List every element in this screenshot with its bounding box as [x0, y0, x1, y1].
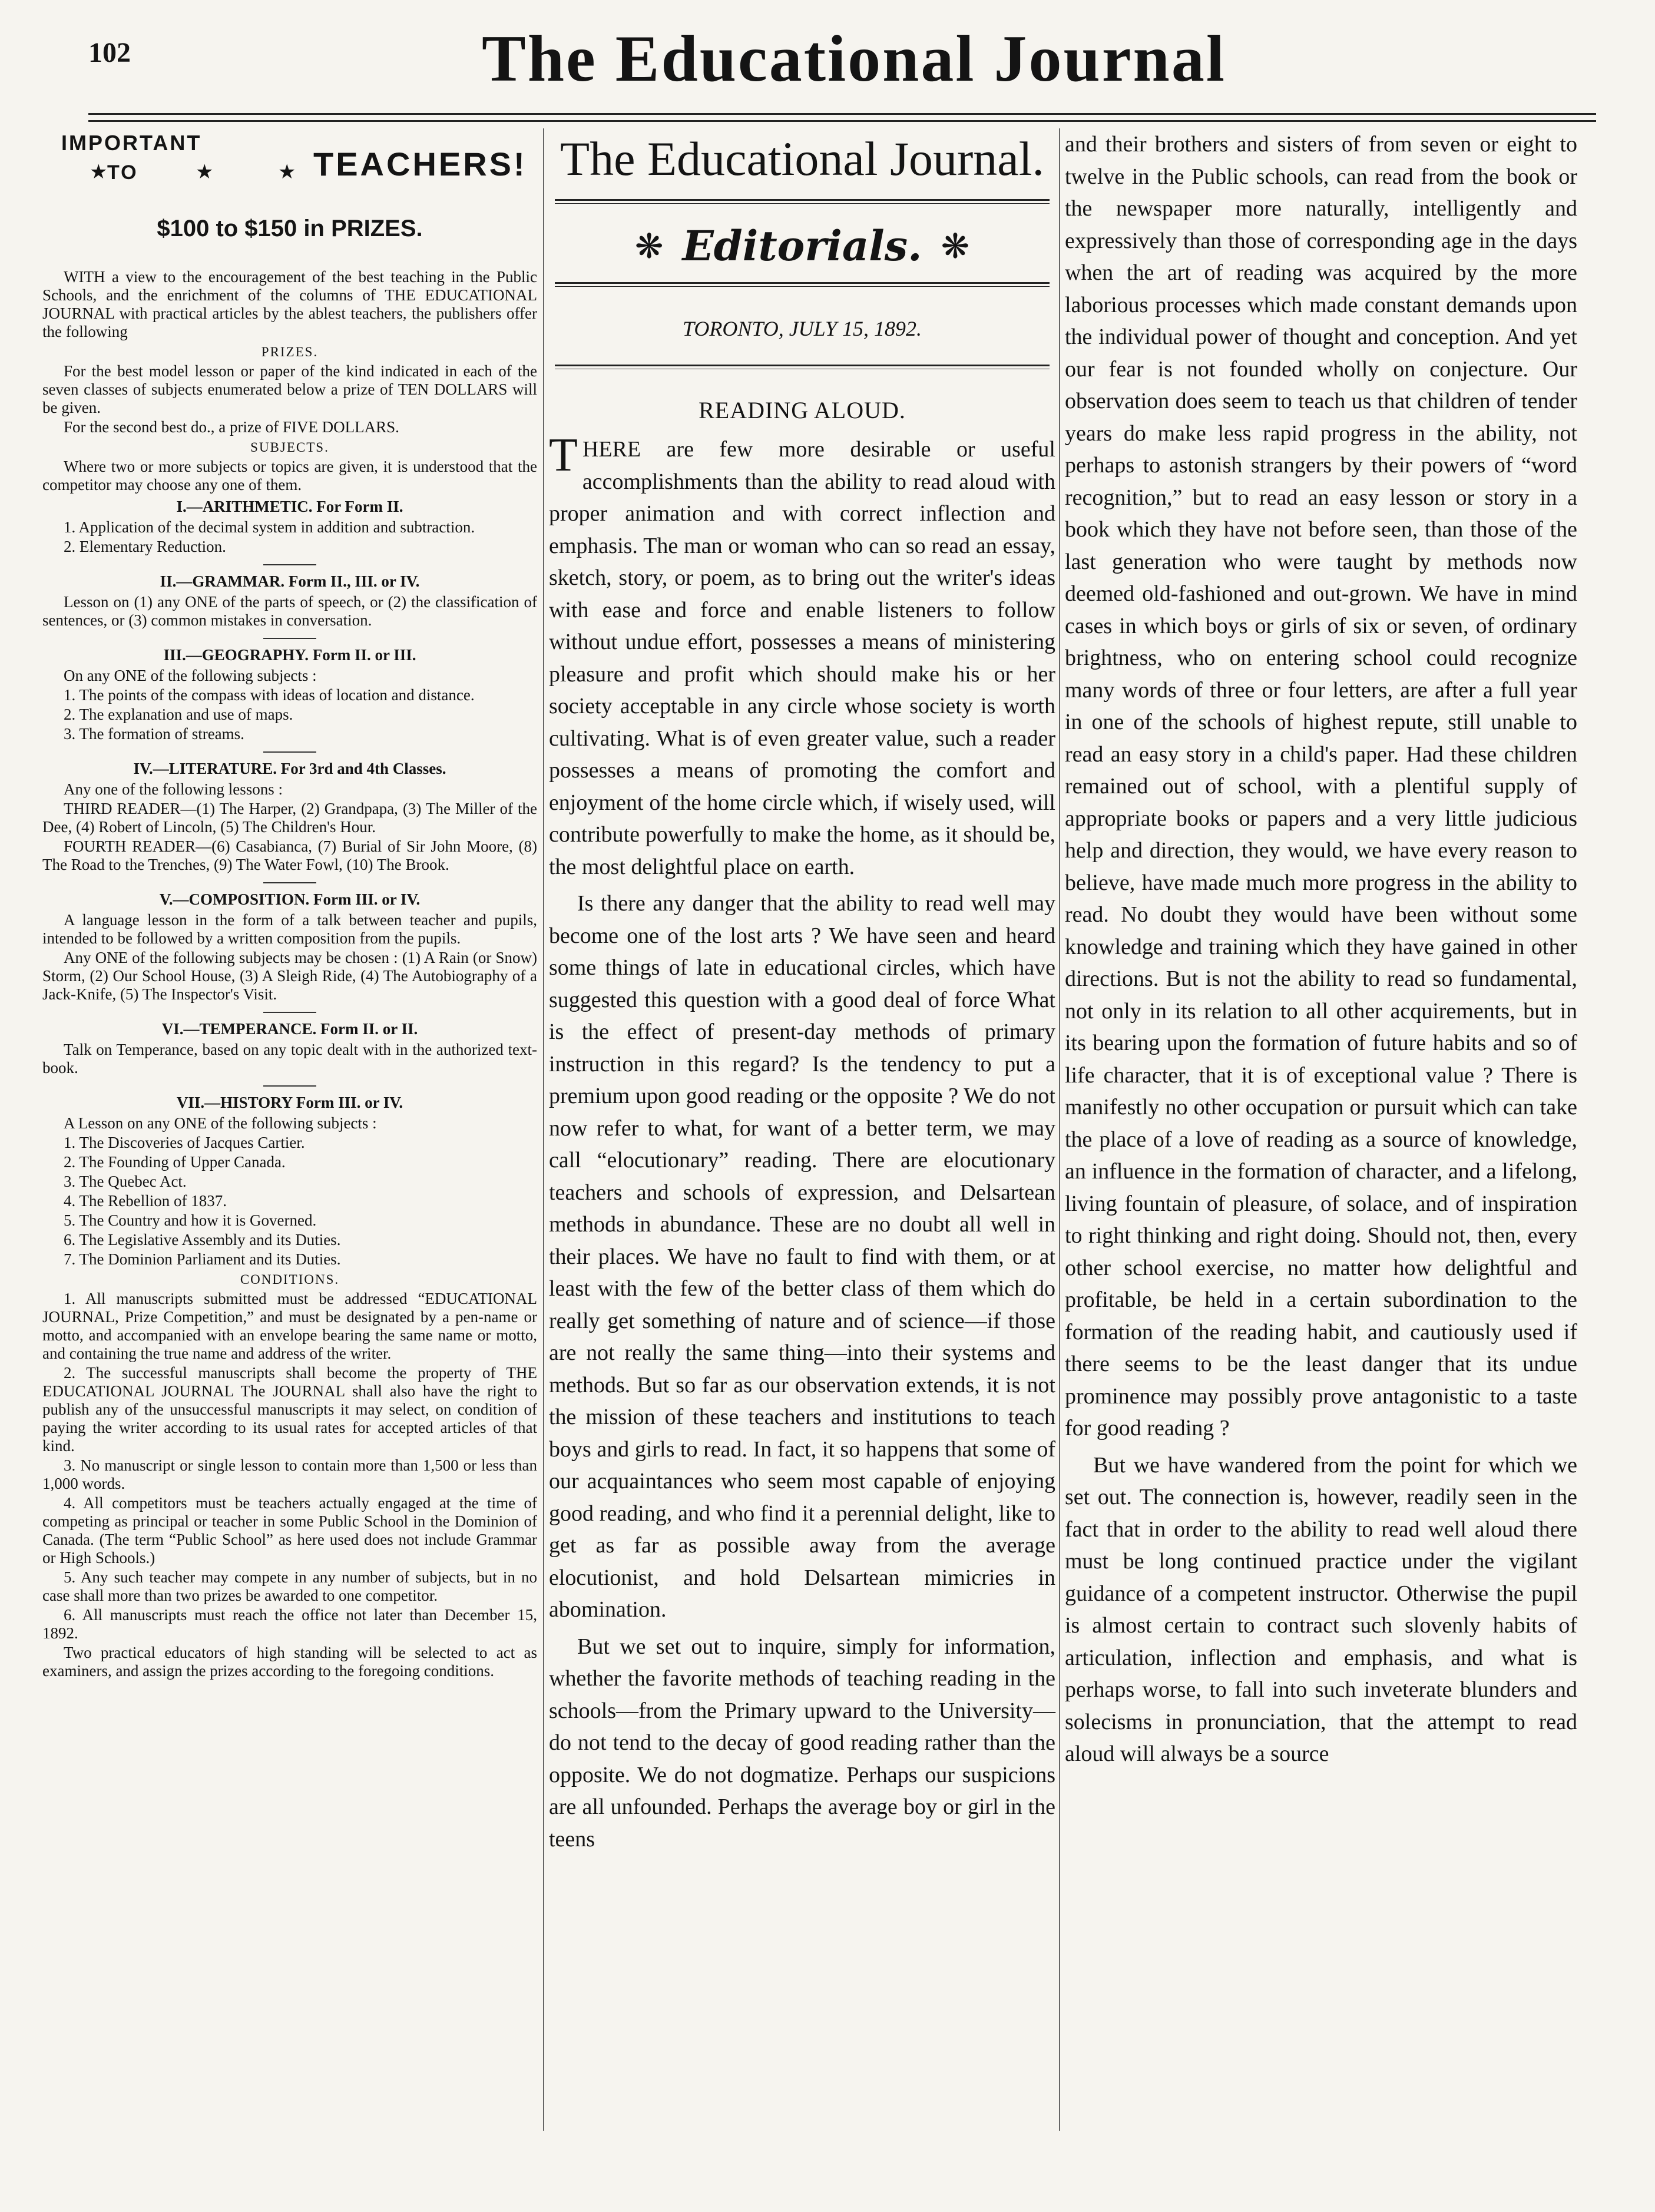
subject-heading-history: VII.—HISTORY Form III. or IV.: [176, 1094, 403, 1111]
page-number: 102: [88, 37, 131, 68]
banner-teachers: TEACHERS!: [313, 145, 527, 183]
subject-text: A language lesson in the form of a talk between teacher and pupils, intended to be followed by a written composition from the pupils.: [42, 911, 537, 947]
subject-item: 2. The explanation and use of maps.: [64, 706, 293, 723]
subject-item: 2. The Founding of Upper Canada.: [64, 1153, 286, 1171]
star-icon: ★: [278, 161, 296, 183]
flower-ornament-icon: ❋: [634, 227, 664, 266]
prize-second: For the second best do., a prize of FIVE DOLLARS.: [64, 418, 399, 436]
subject-heading-geography: III.—GEOGRAPHY. Form II. or III.: [163, 646, 416, 664]
dateline: TORONTO, JULY 15, 1892.: [682, 317, 922, 340]
article-title: READING ALOUD.: [699, 397, 906, 423]
subject-heading-literature: IV.—LITERATURE. For 3rd and 4th Classes.: [133, 760, 446, 777]
editorials-title: Editorials.: [682, 221, 922, 270]
star-icon: ★: [90, 161, 108, 183]
double-rule: [555, 199, 1050, 204]
subject-item: 2. Elementary Reduction.: [64, 538, 226, 555]
prize-first: For the best model lesson or paper of the kind indicated in each of the seven classes of subjects enumerated below a prize of TEN DOLLARS will be given.: [42, 362, 537, 416]
article-paragraph: Is there any danger that the ability to read well may become one of the lost arts ? We have seen and heard some things of late in educational circles, which have suggested this question with a good deal of force What is the effect of present-day methods of primary instruction in this regard? Is the tendency to put a premium upon good reading or the opposite ? We do not now refer to what, for want of a better term, we may call “elocutionary” reading. There are elocutionary teachers and schools of expression, and Delsartean methods in abundance. These are no doubt all well in their places. We have no fault to find with them, or at least with the few of the better class of them which do really get something of nature and of science—if those are not really the same thing—into their systems and methods. But so far as our observation extends, it is not the mission of these teachers and institutions to teach boys and girls to read. In fact, it so happens that some of our acquaintances who seem most capable of enjoying good reading, and who find it a perennial delight, like to get as far as possible away from the average elocutionist, and hold Delsartean mimicries in abomination.: [549, 891, 1055, 1622]
announcement-banner: [42, 128, 537, 211]
editorial-journal-name: The Educational Journal.: [560, 132, 1044, 186]
subject-heading-temperance: VI.—TEMPERANCE. Form II. or II.: [161, 1020, 418, 1038]
subject-item: 1. The points of the compass with ideas of location and distance.: [64, 686, 475, 704]
prize-announcement: [42, 128, 537, 1681]
condition-item: 6. All manuscripts must reach the office not later than December 15, 1892.: [42, 1606, 537, 1642]
subject-item: 4. The Rebellion of 1837.: [64, 1192, 227, 1210]
flower-ornament-icon: ❋: [941, 227, 970, 266]
subject-heading-composition: V.—COMPOSITION. Form III. or IV.: [159, 890, 421, 908]
subject-item: 6. The Legislative Assembly and its Duties.: [64, 1231, 341, 1249]
section-divider: [263, 751, 316, 753]
condition-item: 4. All competitors must be teachers actually engaged at the time of competing as principal or teacher in some Public School in the Dominion of Canada. (The term “Public School” as here used does not include Grammar or High Schools.): [42, 1494, 537, 1567]
subject-text: Any one of the following lessons :: [64, 780, 283, 798]
subject-item: 5. The Country and how it is Governed.: [64, 1211, 317, 1229]
banner-to: TO: [107, 161, 138, 184]
subjects-intro: Where two or more subjects or topics are given, it is understood that the competitor may choose any one of them.: [42, 458, 537, 494]
article-paragraph: But we set out to inquire, simply for information, whether the favorite methods of teaching reading in the schools—from the Primary upward to the University—do not tend to the decay of good reading rather than the opposite. We do not dogmatize. Perhaps our suspicions are all unfounded. Perhaps the average boy or girl in the teens: [549, 1634, 1055, 1852]
banner-important: IMPORTANT: [61, 131, 202, 155]
star-icon: ★: [196, 161, 214, 183]
double-rule: [555, 365, 1050, 369]
article-paragraph: and their brothers and sisters of from seven or eight to twelve in the Public schools, can read from the book or the newspaper more naturally, intelligently and expressively than those of corresponding age in the days when the art of reading was acquired by the more laborious processes which made constant demands upon the individual power of thought and conception. And yet our fear is not founded wholly on conjecture. Our observation does seem to teach us that children of tender years do make less rapid progress in the ability, not perhaps to astonish strangers by their powers of “word recognition,” but to read an easy lesson or story in a book which they have not before seen, than those of the last generation who were taught by methods now deemed old-fashioned and out-grown. We have in mind cases in which boys or girls of six or seven, of ordinary brightness, who on entering school could recognize many words of three or four letters, are after a full year in one of the schools of highest repute, still unable to read an easy story in a child's paper. Had these children remained out of school, with a plentiful supply of appropriate books or papers and a very little judicious help and direction, they would, we have every reason to believe, have made much more progress in the ability to read. No doubt they would have been without some knowledge and training which they have gained in other directions. But is not the ability to read so fundamental, not only in its relation to all other acquirements, but in its bearing upon the formation of future habits and so of life character, that it is of exceptional value ? There is manifestly no other occupation or pursuit which can take the place of a love of reading as a source of knowledge, an influence in the formation of character, and a lifelong, living fountain of pleasure, of solace, and of inspiration to right thinking and right doing. Should not, then, every other school exercise, no matter how delightful and profitable, be held in a certain subordination to the formation of the reading habit, and cautiously used if there seems to be the least danger that its undue prominence may possibly prove antagonistic to a taste for good reading ?: [1065, 132, 1577, 1441]
article-paragraph: THERE are few more desirable or useful accomplishments than the ability to read aloud with proper animation and with correct inflection and emphasis. The man or woman who can so read an essay, sketch, story, or poem, as to bring out the writer's ideas with ease and force and enable listeners to follow without undue effort, possesses a means of ministering pleasure and profit which should make his or her society acceptable in any circle whose society is worth cultivating. What is of even greater value, such a reader possesses a means of promoting the comfort and enjoyment of the home circle which, if wisely used, will contribute powerfully to make the home, as it should be, the most delightful place on earth.: [549, 429, 1055, 879]
subject-text: Any ONE of the following subjects may be chosen : (1) A Rain (or Snow) Storm, (2) Our School House, (3) A Sleigh Ride, (4) The Autobiography of a Jack-Knife, (5) The Inspector's Visit.: [42, 949, 537, 1003]
subject-text: THIRD READER—(1) The Harper, (2) Grandpapa, (3) The Miller of the Dee, (4) Robert of Lincoln, (5) The Children's Hour.: [42, 800, 537, 836]
article-paragraph: But we have wandered from the point for which we set out. The connection is, however, readily seen in the fact that in order to the ability to read well aloud there must be long continued practice under the vigilant guidance of a competent instructor. Otherwise the pupil is almost certain to contract such slovenly habits of articulation, inflection and emphasis, and what is perhaps worse, to fall into such inveterate blunders and solecisms in pronunciation, that the attempt to read aloud will always be a source: [1065, 1452, 1577, 1766]
prizes-heading: $100 to $150 in PRIZES.: [157, 216, 423, 241]
subject-item: 1. Application of the decimal system in addition and subtraction.: [64, 518, 475, 536]
editorial-continued-column: [1065, 128, 1577, 1770]
subject-text: Talk on Temperance, based on any topic dealt with in the authorized text-book.: [42, 1041, 537, 1077]
section-divider: [263, 564, 316, 565]
section-divider: [263, 882, 316, 883]
double-rule: [555, 282, 1050, 287]
subject-text: On any ONE of the following subjects :: [64, 667, 317, 684]
subject-heading-grammar: II.—GRAMMAR. Form II., III. or IV.: [160, 572, 420, 590]
subject-item: 7. The Dominion Parliament and its Duties.: [64, 1250, 341, 1268]
editorials-heading: [549, 221, 1055, 270]
prizes-label: PRIZES.: [261, 345, 319, 359]
subjects-label: SUBJECTS.: [250, 440, 329, 455]
section-divider: [263, 1012, 316, 1013]
condition-item: 2. The successful manuscripts shall become the property of THE EDUCATIONAL JOURNAL The JOURNAL shall also have the right to publish any of the unsuccessful manuscripts it may select, on condition of paying the writer according to its usual rates for accepted articles of that kind.: [42, 1364, 537, 1455]
column-divider-right: [1059, 128, 1060, 2131]
subject-heading-arithmetic: I.—ARITHMETIC. For Form II.: [176, 498, 403, 515]
subject-text: FOURTH READER—(6) Casabianca, (7) Burial of Sir John Moore, (8) The Road to the Trenches, (9) The Water Fowl, (10) The Brook.: [42, 837, 537, 873]
subject-text: A Lesson on any ONE of the following subjects :: [64, 1114, 377, 1132]
column-divider-left: [543, 128, 544, 2131]
subject-item: 1. The Discoveries of Jacques Cartier.: [64, 1134, 305, 1151]
header-rule-top: [88, 113, 1596, 115]
subject-text: Lesson on (1) any ONE of the parts of speech, or (2) the classification of sentences, or (3) common mistakes in conversation.: [42, 593, 537, 629]
section-divider: [263, 638, 316, 639]
condition-item: 1. All manuscripts submitted must be addressed “EDUCATIONAL JOURNAL, Prize Competition,” and must be designated by a pen-name or motto, and accompanied with an envelope bearing the same name or motto, and containing the true name and address of the writer.: [42, 1290, 537, 1362]
conditions-label: CONDITIONS.: [240, 1272, 340, 1287]
subject-item: 3. The Quebec Act.: [64, 1173, 187, 1190]
journal-masthead: The Educational Journal: [482, 22, 1226, 95]
editorial-column: [549, 128, 1055, 1855]
intro-text: WITH a view to the encouragement of the best teaching in the Public Schools, and the enrichment of the columns of THE EDUCATIONAL JOURNAL with practical articles by the ablest teachers, the publishers offer the following: [42, 268, 537, 340]
header-rule-bottom: [88, 120, 1596, 122]
subject-item: 3. The formation of streams.: [64, 725, 244, 743]
condition-item: 5. Any such teacher may compete in any number of subjects, but in no case shall more than two prizes be awarded to one competitor.: [42, 1568, 537, 1604]
condition-item: 3. No manuscript or single lesson to contain more than 1,500 or less than 1,000 words.: [42, 1456, 537, 1492]
section-divider: [263, 1085, 316, 1087]
drop-cap: T: [549, 429, 578, 481]
condition-item: Two practical educators of high standing will be selected to act as examiners, and assign the prizes according to the foregoing conditions.: [42, 1644, 537, 1680]
